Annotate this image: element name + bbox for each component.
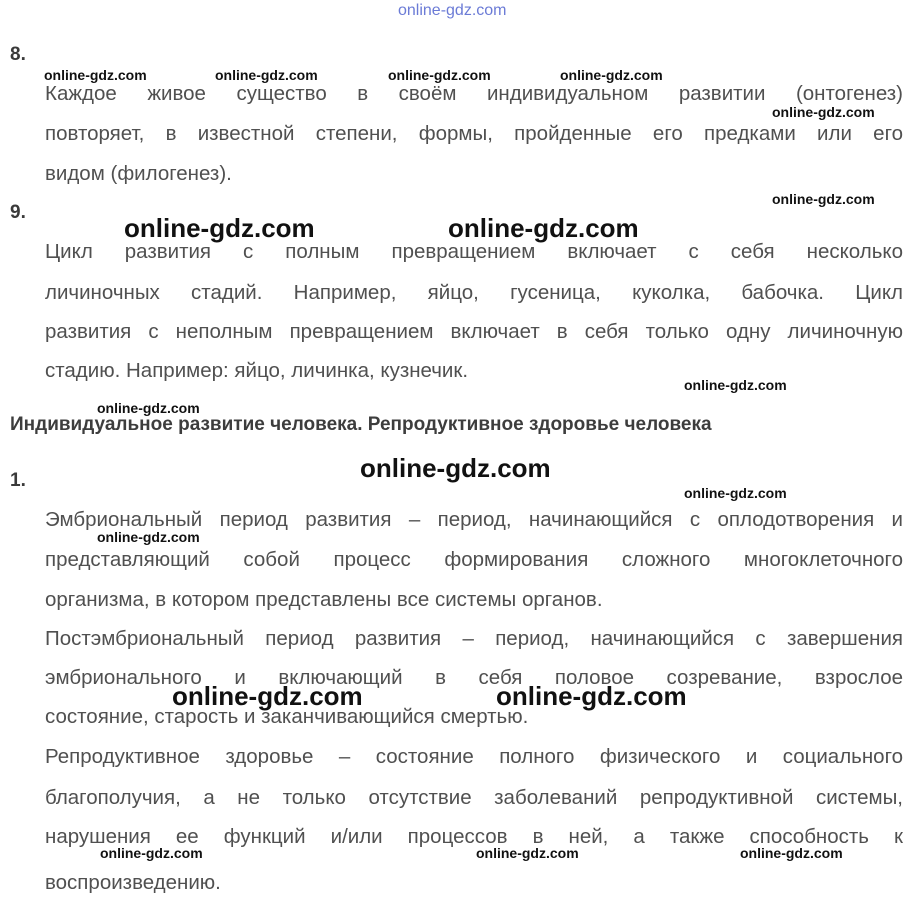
embryonic-line-2: представляющий собой процесс формирования сложного многоклеточного: [45, 548, 903, 571]
topic-heading: Индивидуальное развитие человека. Репродуктивное здоровье человека: [10, 414, 712, 435]
watermark: online-gdz.com: [772, 191, 875, 207]
reproductive-line-1: Репродуктивное здоровье – состояние полного физического и социального: [45, 745, 903, 768]
reproductive-line-4: воспроизведению.: [45, 871, 221, 894]
postembryonic-line-2: эмбрионального и включающий в себя половое созревание, взрослое: [45, 666, 903, 689]
section-1-number: 1.: [10, 470, 26, 491]
watermark: online-gdz.com: [560, 67, 663, 83]
section-9-line-1: Цикл развития с полным превращением включает с себя несколько: [45, 240, 903, 263]
section-9-number: 9.: [10, 202, 26, 223]
section-8-line-3: видом (филогенез).: [45, 162, 232, 185]
watermark: online-gdz.com: [44, 67, 147, 83]
watermark: online-gdz.com: [100, 845, 203, 861]
section-8-line-1: Каждое живое существо в своём индивидуальном развитии (онтогенез): [45, 82, 903, 105]
site-header-link[interactable]: online-gdz.com: [398, 2, 507, 19]
embryonic-line-3: организма, в котором представлены все системы органов.: [45, 588, 603, 611]
watermark: online-gdz.com: [215, 67, 318, 83]
watermark: online-gdz.com: [684, 485, 787, 501]
section-8-number: 8.: [10, 44, 26, 65]
watermark: online-gdz.com: [772, 104, 875, 120]
watermark-large: online-gdz.com: [448, 213, 639, 243]
section-8-line-2: повторяет, в известной степени, формы, пройденные его предками или его: [45, 122, 903, 145]
watermark: online-gdz.com: [97, 400, 200, 416]
reproductive-line-3: нарушения ее функций и/или процессов в ней, а также способность к: [45, 825, 903, 848]
section-9-line-3: развития с неполным превращением включает в себя только одну личиночную: [45, 320, 903, 343]
watermark: online-gdz.com: [476, 845, 579, 861]
postembryonic-line-3: состояние, старость и заканчивающийся смертью.: [45, 705, 529, 728]
watermark: online-gdz.com: [740, 845, 843, 861]
reproductive-line-2: благополучия, а не только отсутствие заболеваний репродуктивной системы,: [45, 786, 903, 809]
embryonic-line-1: Эмбриональный период развития – период, начинающийся с оплодотворения и: [45, 508, 903, 531]
watermark-large: online-gdz.com: [360, 453, 551, 483]
watermark: online-gdz.com: [97, 529, 200, 545]
watermark: online-gdz.com: [684, 377, 787, 393]
section-9-line-2: личиночных стадий. Например, яйцо, гусеница, куколка, бабочка. Цикл: [45, 281, 903, 304]
watermark-large: online-gdz.com: [172, 681, 363, 711]
watermark-large: online-gdz.com: [496, 681, 687, 711]
watermark-large: online-gdz.com: [124, 213, 315, 243]
postembryonic-line-1: Постэмбриональный период развития – период, начинающийся с завершения: [45, 627, 903, 650]
watermark: online-gdz.com: [388, 67, 491, 83]
section-9-line-4: стадию. Например: яйцо, личинка, кузнечик.: [45, 359, 469, 382]
